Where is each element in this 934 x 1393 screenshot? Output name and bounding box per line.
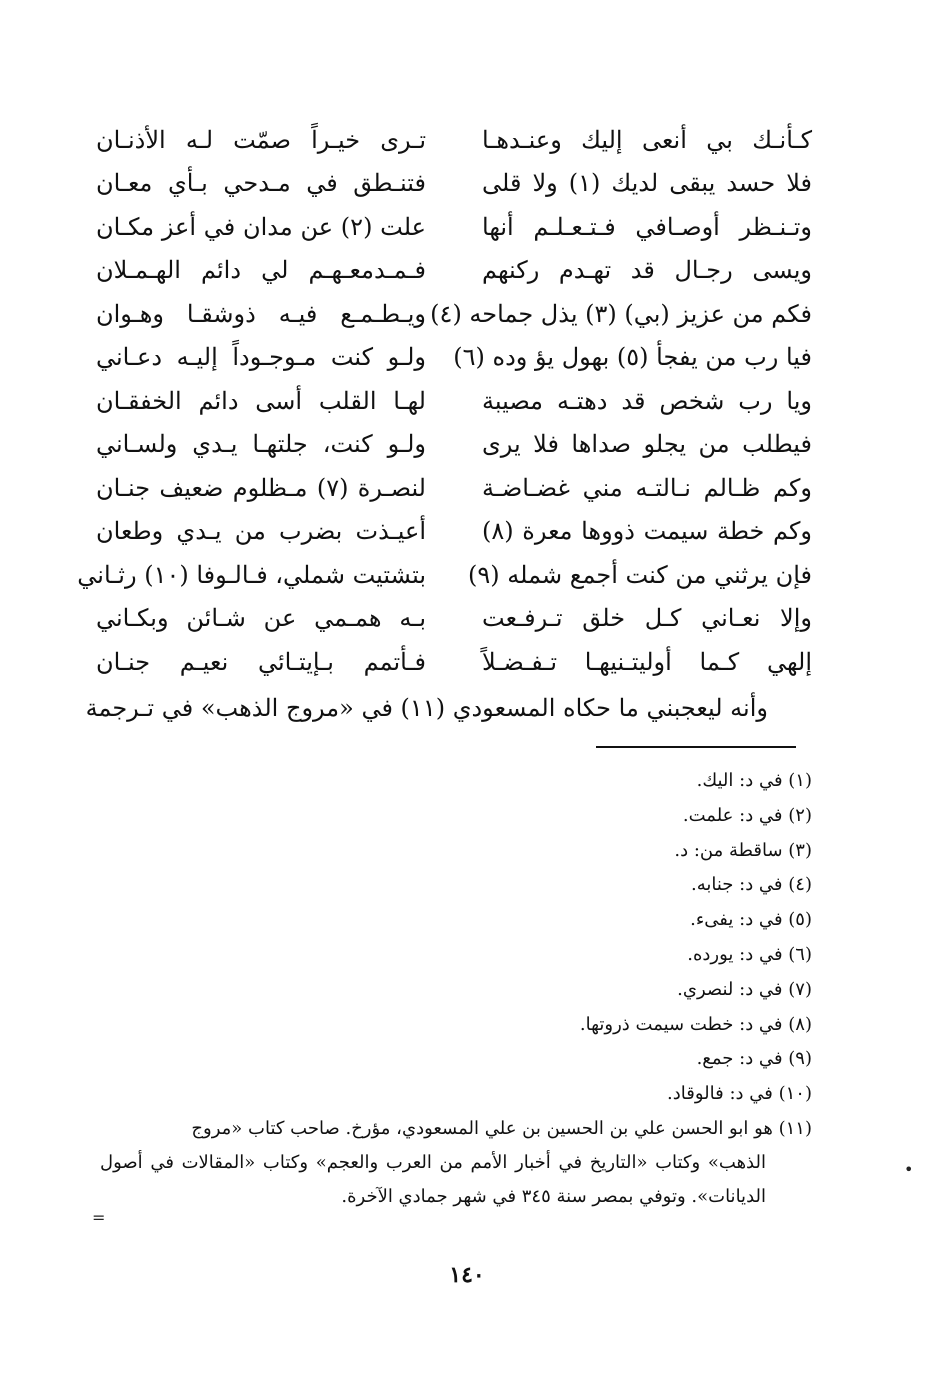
footnote: (٣) ساقطة من: د. xyxy=(674,839,812,861)
verse-second-hemistich: بـه همـمي عن شـائن وبكـاني xyxy=(96,604,426,633)
footnote: (٦) في د: يورده. xyxy=(687,943,812,965)
poem-verse xyxy=(96,466,812,510)
verse-second-hemistich: فـمـدمعـهـم لي دائم الهـمـلان xyxy=(96,256,426,285)
verse-second-hemistich: فـأتمم بـإيتـائي نعيـم جنـان xyxy=(96,647,426,676)
poem-verse xyxy=(96,118,812,162)
footnote: (١) في د: اليك. xyxy=(696,770,812,791)
verse-first-hemistich: ويسى رجـال قد تهـدم ركنهم xyxy=(482,256,812,285)
footnote: (٥) في د: يفىء. xyxy=(690,909,812,931)
verse-second-hemistich: لنصـرة (٧) مـظلوم ضعيف جنـان xyxy=(96,473,426,502)
poem xyxy=(77,118,812,684)
verse-first-hemistich: فيا رب من يفجأ (٥) بهول يؤ وده (٦) xyxy=(453,343,812,372)
verse-second-hemistich: ولـو كنت، جلتهـا يـدي ولسـاني xyxy=(96,430,426,459)
footnote-11-continuation: الذهب» وكتاب «التاريخ في أخبار الأمم من العرب والعجم» وكتاب «المقالات في أصول الديانات». وتوفي بمصر سنة ٣٤٥ في شهر جمادي الآخرة. xyxy=(100,1151,766,1207)
poem-verse xyxy=(96,249,812,293)
footnote: (٢) في د: علمت. xyxy=(682,804,812,826)
verse-first-hemistich: وكم خطة سيمت ذووها معرة (٨) xyxy=(482,517,812,546)
verse-second-hemistich: فتنـطق في مـدحي بـأي معـان xyxy=(96,169,426,198)
footnote: (٤) في د: جنابه. xyxy=(690,874,812,896)
verse-first-hemistich: فلا حسد يبقى لديك (١) ولا قلى xyxy=(482,169,812,198)
footnote-separator xyxy=(596,746,796,748)
verse-second-hemistich: علت (٢) عن مدان في أعز مكـان xyxy=(96,212,426,241)
margin-dot: • xyxy=(904,1160,914,1179)
footnote: (١٠) في د: فالوقاد. xyxy=(667,1083,812,1105)
verse-first-hemistich: ويا رب شخص قد دهتـه مصيبة xyxy=(482,386,812,415)
poem-verse xyxy=(96,292,812,336)
verse-first-hemistich: وإلا نعـاني كـل خلق تـرفـعت xyxy=(482,604,812,633)
page-number: ١٤٠ xyxy=(449,1262,485,1288)
poem-verse xyxy=(96,379,812,423)
prose-line: وأنه ليعجبني ما حكاه المسعودي (١١) في «مروج الذهب» في تـرجمة xyxy=(85,694,768,722)
verse-second-hemistich: ويـطـمـع فيـه ذوشقـا وهـوان xyxy=(96,299,426,328)
verse-second-hemistich: ولـو كنت مـوجـوداً إليـه دعـاني xyxy=(96,343,426,372)
verse-first-hemistich: إلهي كـما أوليتـنيهـا تـفـضـلاً xyxy=(482,647,812,676)
footnote: (٧) في د: لنصري. xyxy=(677,978,812,1000)
verse-second-hemistich: لهـا القلب أسى دائم الخفقـان xyxy=(96,386,426,415)
verse-first-hemistich: فيطلب من يجلو صداها فلا يرى xyxy=(482,430,812,459)
footnote-11-first-line: (١١) هو ابو الحسن علي بن الحسين بن علي المسعودي، مؤرخ. صاحب كتاب «مروج xyxy=(191,1117,812,1139)
poem-verse xyxy=(96,640,812,684)
poem-verse xyxy=(96,336,812,380)
poem-verse xyxy=(96,205,812,249)
verse-second-hemistich: بتشتيت شملي، فـالـوفا (١٠) رثـاني xyxy=(77,560,426,589)
verse-first-hemistich: وكم ظـالم نـالتـه مني غضـاضـة xyxy=(482,473,812,502)
poem-verse xyxy=(96,423,812,467)
verse-first-hemistich: كـأنـك بي أنعى إليك وعنـدهـا xyxy=(482,125,812,154)
margin-mark: = xyxy=(92,1208,106,1227)
verse-first-hemistich: فكم من عزيز (بي) (٣) يذل جماحه (٤) xyxy=(430,299,812,328)
poem-verse xyxy=(96,162,812,206)
verse-first-hemistich: فإن يرثني من كنت أجمع شمله (٩) xyxy=(468,560,812,589)
poem-verse xyxy=(77,553,812,597)
footnote: (٩) في د: جمع. xyxy=(696,1048,812,1070)
footnote-11 xyxy=(100,1112,812,1214)
footnotes xyxy=(100,764,812,1214)
poem-verse xyxy=(96,510,812,554)
poem-verse xyxy=(96,597,812,641)
verse-second-hemistich: أعيـذت بضرب من يـدي وطعان xyxy=(96,517,426,546)
verse-second-hemistich: تـرى خيـراً صمّت لـه الأذنـان xyxy=(96,125,426,154)
verse-first-hemistich: وتـنـظر أوصـافي فـتـعـلـم أنها xyxy=(482,212,812,241)
footnote: (٨) في د: خطت سيمت ذروتها. xyxy=(579,1013,812,1035)
